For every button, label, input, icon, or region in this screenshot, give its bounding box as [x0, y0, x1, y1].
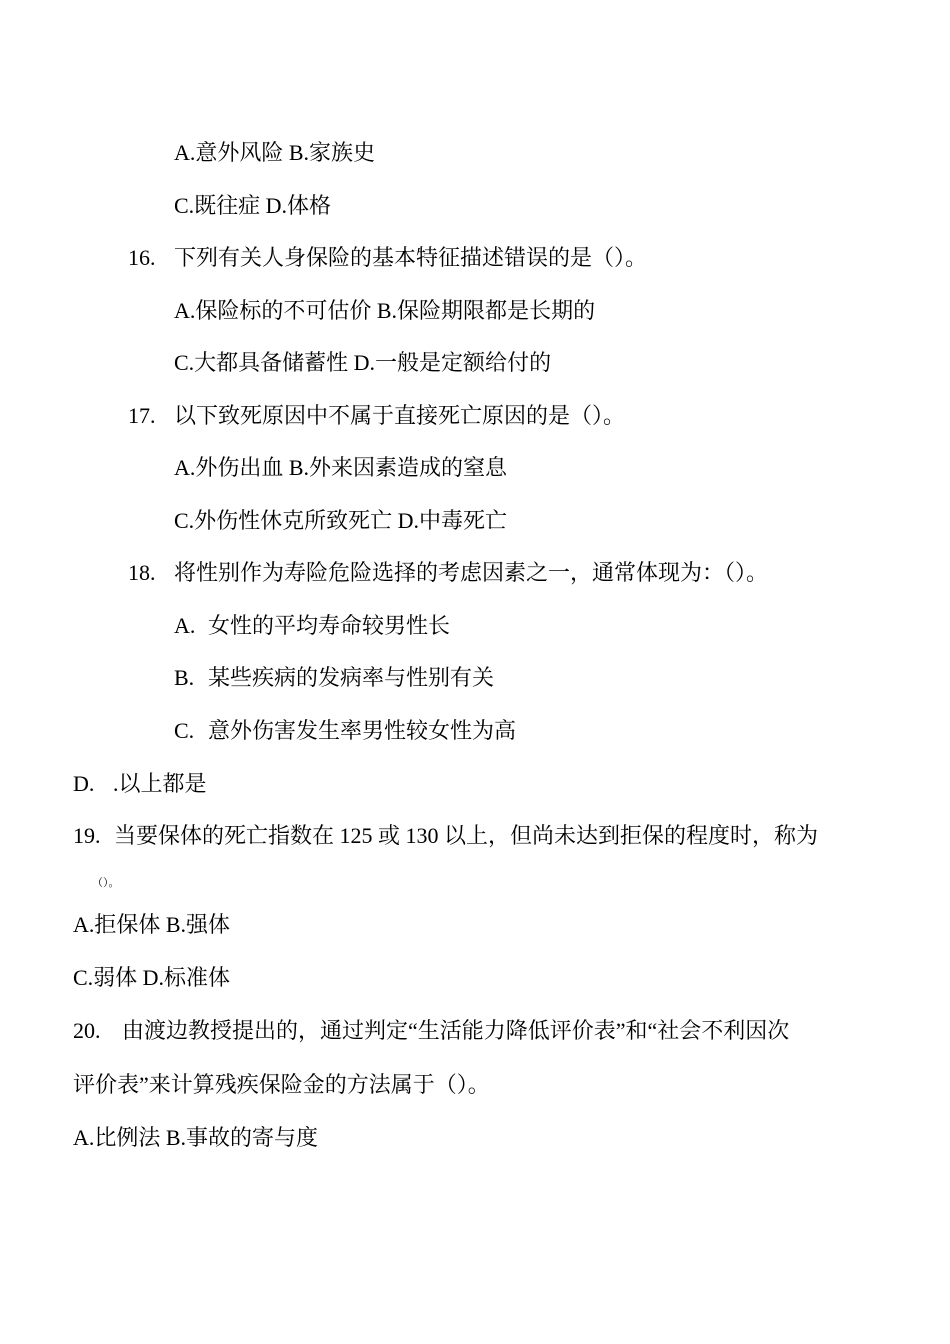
question-20-continued: [73, 1070, 490, 1100]
question-number: 16.: [128, 245, 156, 270]
q19-blank: [92, 868, 120, 898]
question-text: 将性别作为寿险危险选择的考虑因素之一，通常体现为：（）。: [174, 560, 769, 585]
option-text: .以上都是: [113, 771, 207, 796]
option-text: 意外伤害发生率男性较女性为高: [208, 718, 517, 743]
question-19: [73, 821, 818, 851]
question-text: 下列有关人身保险的基本特征描述错误的是（）。: [174, 245, 648, 270]
question-17: [128, 401, 625, 431]
option-text: 某些疾病的发病率与性别有关: [208, 665, 495, 690]
question-text: 评价表”来计算残疾保险金的方法属于（）。: [73, 1072, 490, 1097]
q18-option-a: [174, 611, 450, 641]
question-18: [128, 558, 768, 588]
option-letter: A.: [174, 613, 196, 638]
option-letter: D.: [73, 771, 95, 796]
option-text: A.意外风险 B.家族史: [174, 140, 376, 165]
option-text: C.外伤性休克所致死亡 D.中毒死亡: [174, 508, 508, 533]
option-text: C.弱体 D.标准体: [73, 965, 231, 990]
q19-options-ab: [73, 910, 230, 940]
q15-options-ab: [174, 138, 375, 168]
option-text: A.保险标的不可估价 B.保险期限都是长期的: [174, 298, 596, 323]
q18-option-b: [174, 663, 494, 693]
option-text: C.大都具备储蓄性 D.一般是定额给付的: [174, 350, 552, 375]
q18-option-c: [174, 716, 516, 746]
option-text: A.拒保体 B.强体: [73, 912, 231, 937]
blank-parentheses: （）。: [92, 877, 120, 889]
question-20: [73, 1016, 789, 1046]
q19-options-cd: [73, 963, 230, 993]
option-letter: C.: [174, 718, 195, 743]
question-text: 当要保体的死亡指数在 125 或 130 以上，但尚未达到拒保的程度时，称为: [114, 823, 819, 848]
q17-options-ab: [174, 453, 507, 483]
question-16: [128, 243, 647, 273]
q18-option-d: [73, 769, 207, 799]
option-text: A.比例法 B.事故的寄与度: [73, 1125, 319, 1150]
option-text: 女性的平均寿命较男性长: [208, 613, 451, 638]
option-text: A.外伤出血 B.外来因素造成的窒息: [174, 455, 508, 480]
question-text: 以下致死原因中不属于直接死亡原因的是（）。: [174, 403, 626, 428]
question-number: 18.: [128, 560, 156, 585]
q16-options-cd: [174, 348, 551, 378]
q17-options-cd: [174, 506, 507, 536]
question-number: 17.: [128, 403, 156, 428]
q15-options-cd: [174, 191, 331, 221]
q16-options-ab: [174, 296, 595, 326]
question-text: 由渡边教授提出的，通过判定“生活能力降低评价表”和“社会不利因次: [122, 1018, 790, 1043]
q20-options-ab: [73, 1123, 318, 1153]
question-number: 20.: [73, 1018, 101, 1043]
question-number: 19.: [73, 823, 101, 848]
option-text: C.既往症 D.体格: [174, 193, 332, 218]
option-letter: B.: [174, 665, 195, 690]
